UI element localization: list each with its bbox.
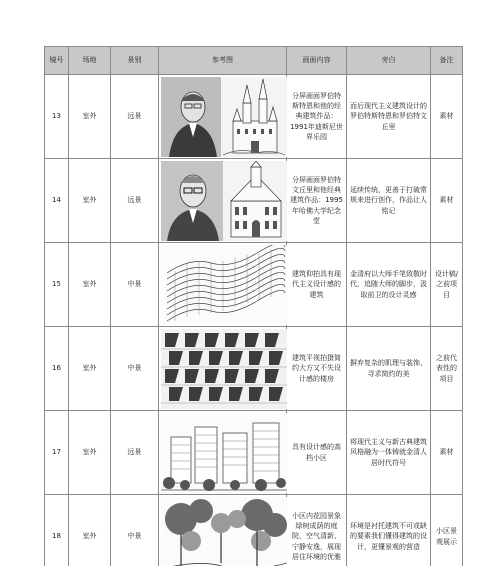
cell-content: 小区内花园景象绿树成荫的庭院，空气清新、宁静安逸，展现居住环境的优雅 (287, 495, 347, 566)
cell-venue: 室外 (69, 159, 111, 243)
cell-reference (159, 495, 287, 566)
cell-note: 素材 (431, 75, 463, 159)
header-narration: 旁白 (347, 47, 431, 75)
cell-shot-number: 16 (45, 327, 69, 411)
cell-narration: 将现代主义与新古典建筑风格融为一体铸就金清人居时代符号 (347, 411, 431, 495)
table-row (45, 327, 463, 411)
garden-sketch (161, 497, 287, 566)
cell-shot-size: 远景 (111, 411, 159, 495)
curved-building-sketch (161, 245, 287, 325)
storyboard-table (44, 46, 463, 566)
cell-reference (159, 411, 287, 495)
cell-shot-size: 远景 (111, 159, 159, 243)
cell-shot-number: 18 (45, 495, 69, 566)
cell-reference (159, 327, 287, 411)
table-row (45, 495, 463, 566)
cell-content: 建筑平视拍摄简约大方又不失设计感的楼房 (287, 327, 347, 411)
cell-venue: 室外 (69, 75, 111, 159)
header-row (45, 47, 463, 75)
cell-narration: 而后现代主义建筑设计的罗伯特斯特恩和罗伯特文丘里 (347, 75, 431, 159)
cell-shot-size: 中景 (111, 327, 159, 411)
table-row (45, 75, 463, 159)
cell-content: 具有设计感的高档小区 (287, 411, 347, 495)
cell-content: 分屏画面罗伯特文丘里和他经典建筑作品：1995年哈佛大学纪念堂 (287, 159, 347, 243)
header-content: 画面内容 (287, 47, 347, 75)
cell-shot-size: 中景 (111, 495, 159, 566)
portrait-castle-sketch (161, 77, 287, 157)
cell-narration: 环境是衬托建筑不可或缺的要素我们懂得建筑的设计，更懂景观的营造 (347, 495, 431, 566)
table-row (45, 159, 463, 243)
cell-narration: 延续传统，更善于打破常规来进行创作，作品让人铭记 (347, 159, 431, 243)
header-note: 备注 (431, 47, 463, 75)
cell-note: 小区景观展示 (431, 495, 463, 566)
cell-venue: 室外 (69, 243, 111, 327)
cell-narration: 金清府以大师手笔致敬时代，追随大师的脚步，汲取前卫的设计灵感 (347, 243, 431, 327)
cell-content: 建筑仰拍具有现代主义设计感的建筑 (287, 243, 347, 327)
cell-note: 之前代表性的项目 (431, 327, 463, 411)
header-venue: 场地 (69, 47, 111, 75)
cell-venue: 室外 (69, 411, 111, 495)
cell-shot-size: 中景 (111, 243, 159, 327)
header-reference: 参考图 (159, 47, 287, 75)
cell-narration: 摒弃复杂的肌理与装饰，寻求简约的美 (347, 327, 431, 411)
table-row (45, 411, 463, 495)
cell-shot-number: 13 (45, 75, 69, 159)
cell-shot-number: 14 (45, 159, 69, 243)
cell-content: 分屏画面罗伯特斯特恩和他的经典建筑作品：1991年迪斯尼世界乐园 (287, 75, 347, 159)
facade-sketch (161, 329, 287, 409)
cell-note: 素材 (431, 411, 463, 495)
cell-venue: 室外 (69, 495, 111, 566)
portrait-college-sketch (161, 161, 287, 241)
cell-shot-number: 15 (45, 243, 69, 327)
cell-shot-size: 远景 (111, 75, 159, 159)
cell-note: 素材 (431, 159, 463, 243)
cell-venue: 室外 (69, 327, 111, 411)
cell-note: 设计稿/之前项目 (431, 243, 463, 327)
cell-reference (159, 75, 287, 159)
header-shot-number: 镜号 (45, 47, 69, 75)
header-shot-size: 景别 (111, 47, 159, 75)
cell-reference (159, 243, 287, 327)
cell-reference (159, 159, 287, 243)
cell-shot-number: 17 (45, 411, 69, 495)
table-row (45, 243, 463, 327)
residential-sketch (161, 413, 287, 493)
